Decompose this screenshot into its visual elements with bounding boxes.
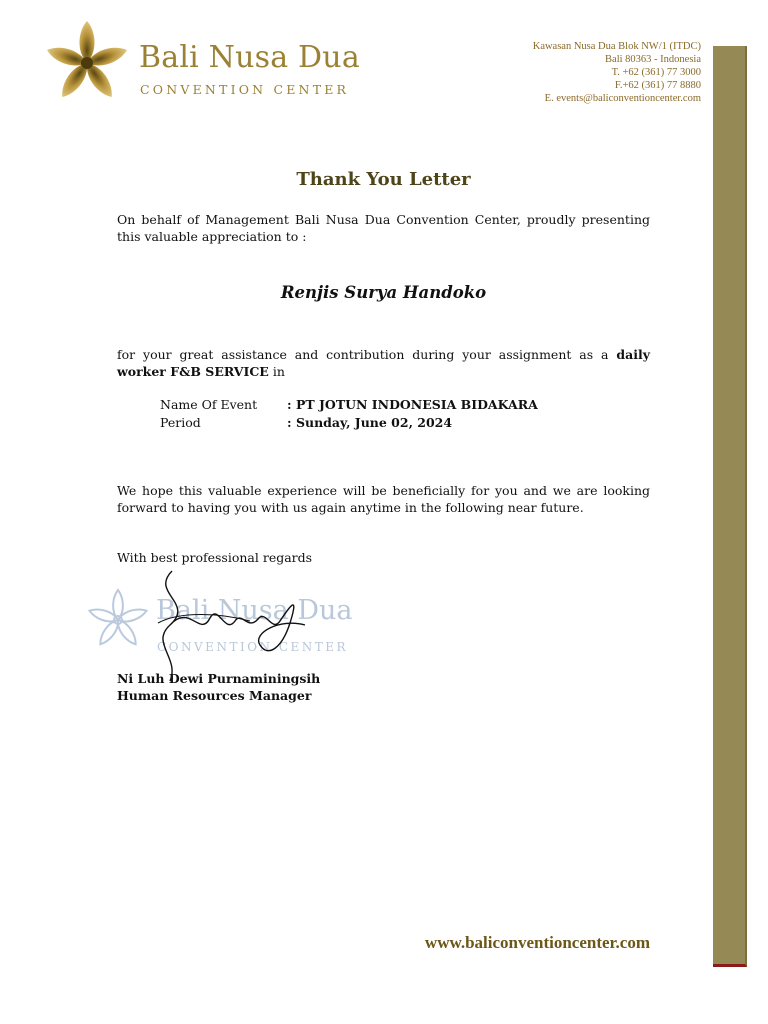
closing-regards: With best professional regards (117, 550, 313, 565)
address-line: Kawasan Nusa Dua Blok NW/1 (ITDC) (532, 41, 701, 52)
detail-value: : Sunday, June 02, 2024 (287, 415, 453, 430)
brand-logo (42, 18, 362, 108)
detail-row-event (160, 396, 538, 414)
brand-name: Bali Nusa Dua (139, 40, 360, 75)
detail-label: Name Of Event (160, 397, 258, 412)
company-address (533, 40, 701, 105)
assignment-paragraph (117, 346, 650, 380)
detail-value: : PT JOTUN INDONESIA BIDAKARA (287, 397, 538, 412)
brand-subtitle: CONVENTION CENTER (140, 82, 350, 97)
assignment-text: for your great assistance and contribution during your assignment as a (117, 347, 617, 362)
flower-logo-icon (42, 18, 132, 108)
assignment-suffix: in (268, 364, 285, 379)
intro-paragraph: On behalf of Management Bali Nusa Dua Convention Center, proudly presenting this valuable appreciation to : (117, 212, 650, 244)
decorative-side-bar (713, 46, 747, 967)
email-line: E. events@baliconventioncenter.com (544, 93, 701, 104)
detail-label: Period (160, 415, 201, 430)
address-line: Bali 80363 - Indonesia (605, 54, 701, 65)
hope-paragraph: We hope this valuable experience will be beneficially for you and we are looking forward to having you with us again anytime in the following near future. (117, 483, 650, 515)
stamp-brand-name: Bali Nusa Dua (156, 595, 353, 626)
phone-line: T. +62 (361) 77 3000 (611, 67, 701, 78)
stamp-brand-subtitle: CONVENTION CENTER (157, 640, 349, 654)
fax-line: F.+62 (361) 77 8880 (614, 80, 701, 91)
letter-title: Thank You Letter (296, 169, 471, 190)
recipient-name: Renjis Surya Handoko (280, 283, 487, 302)
signer-name: Ni Luh Dewi Purnaminingsih (117, 671, 321, 686)
footer-website: www.baliconventioncenter.com (424, 933, 650, 952)
detail-row-period (160, 414, 538, 432)
assignment-role: daily worker F&B SERVICE (117, 347, 650, 379)
signer-title: Human Resources Manager (117, 688, 312, 703)
signer-block (117, 670, 320, 704)
event-details (160, 396, 538, 432)
